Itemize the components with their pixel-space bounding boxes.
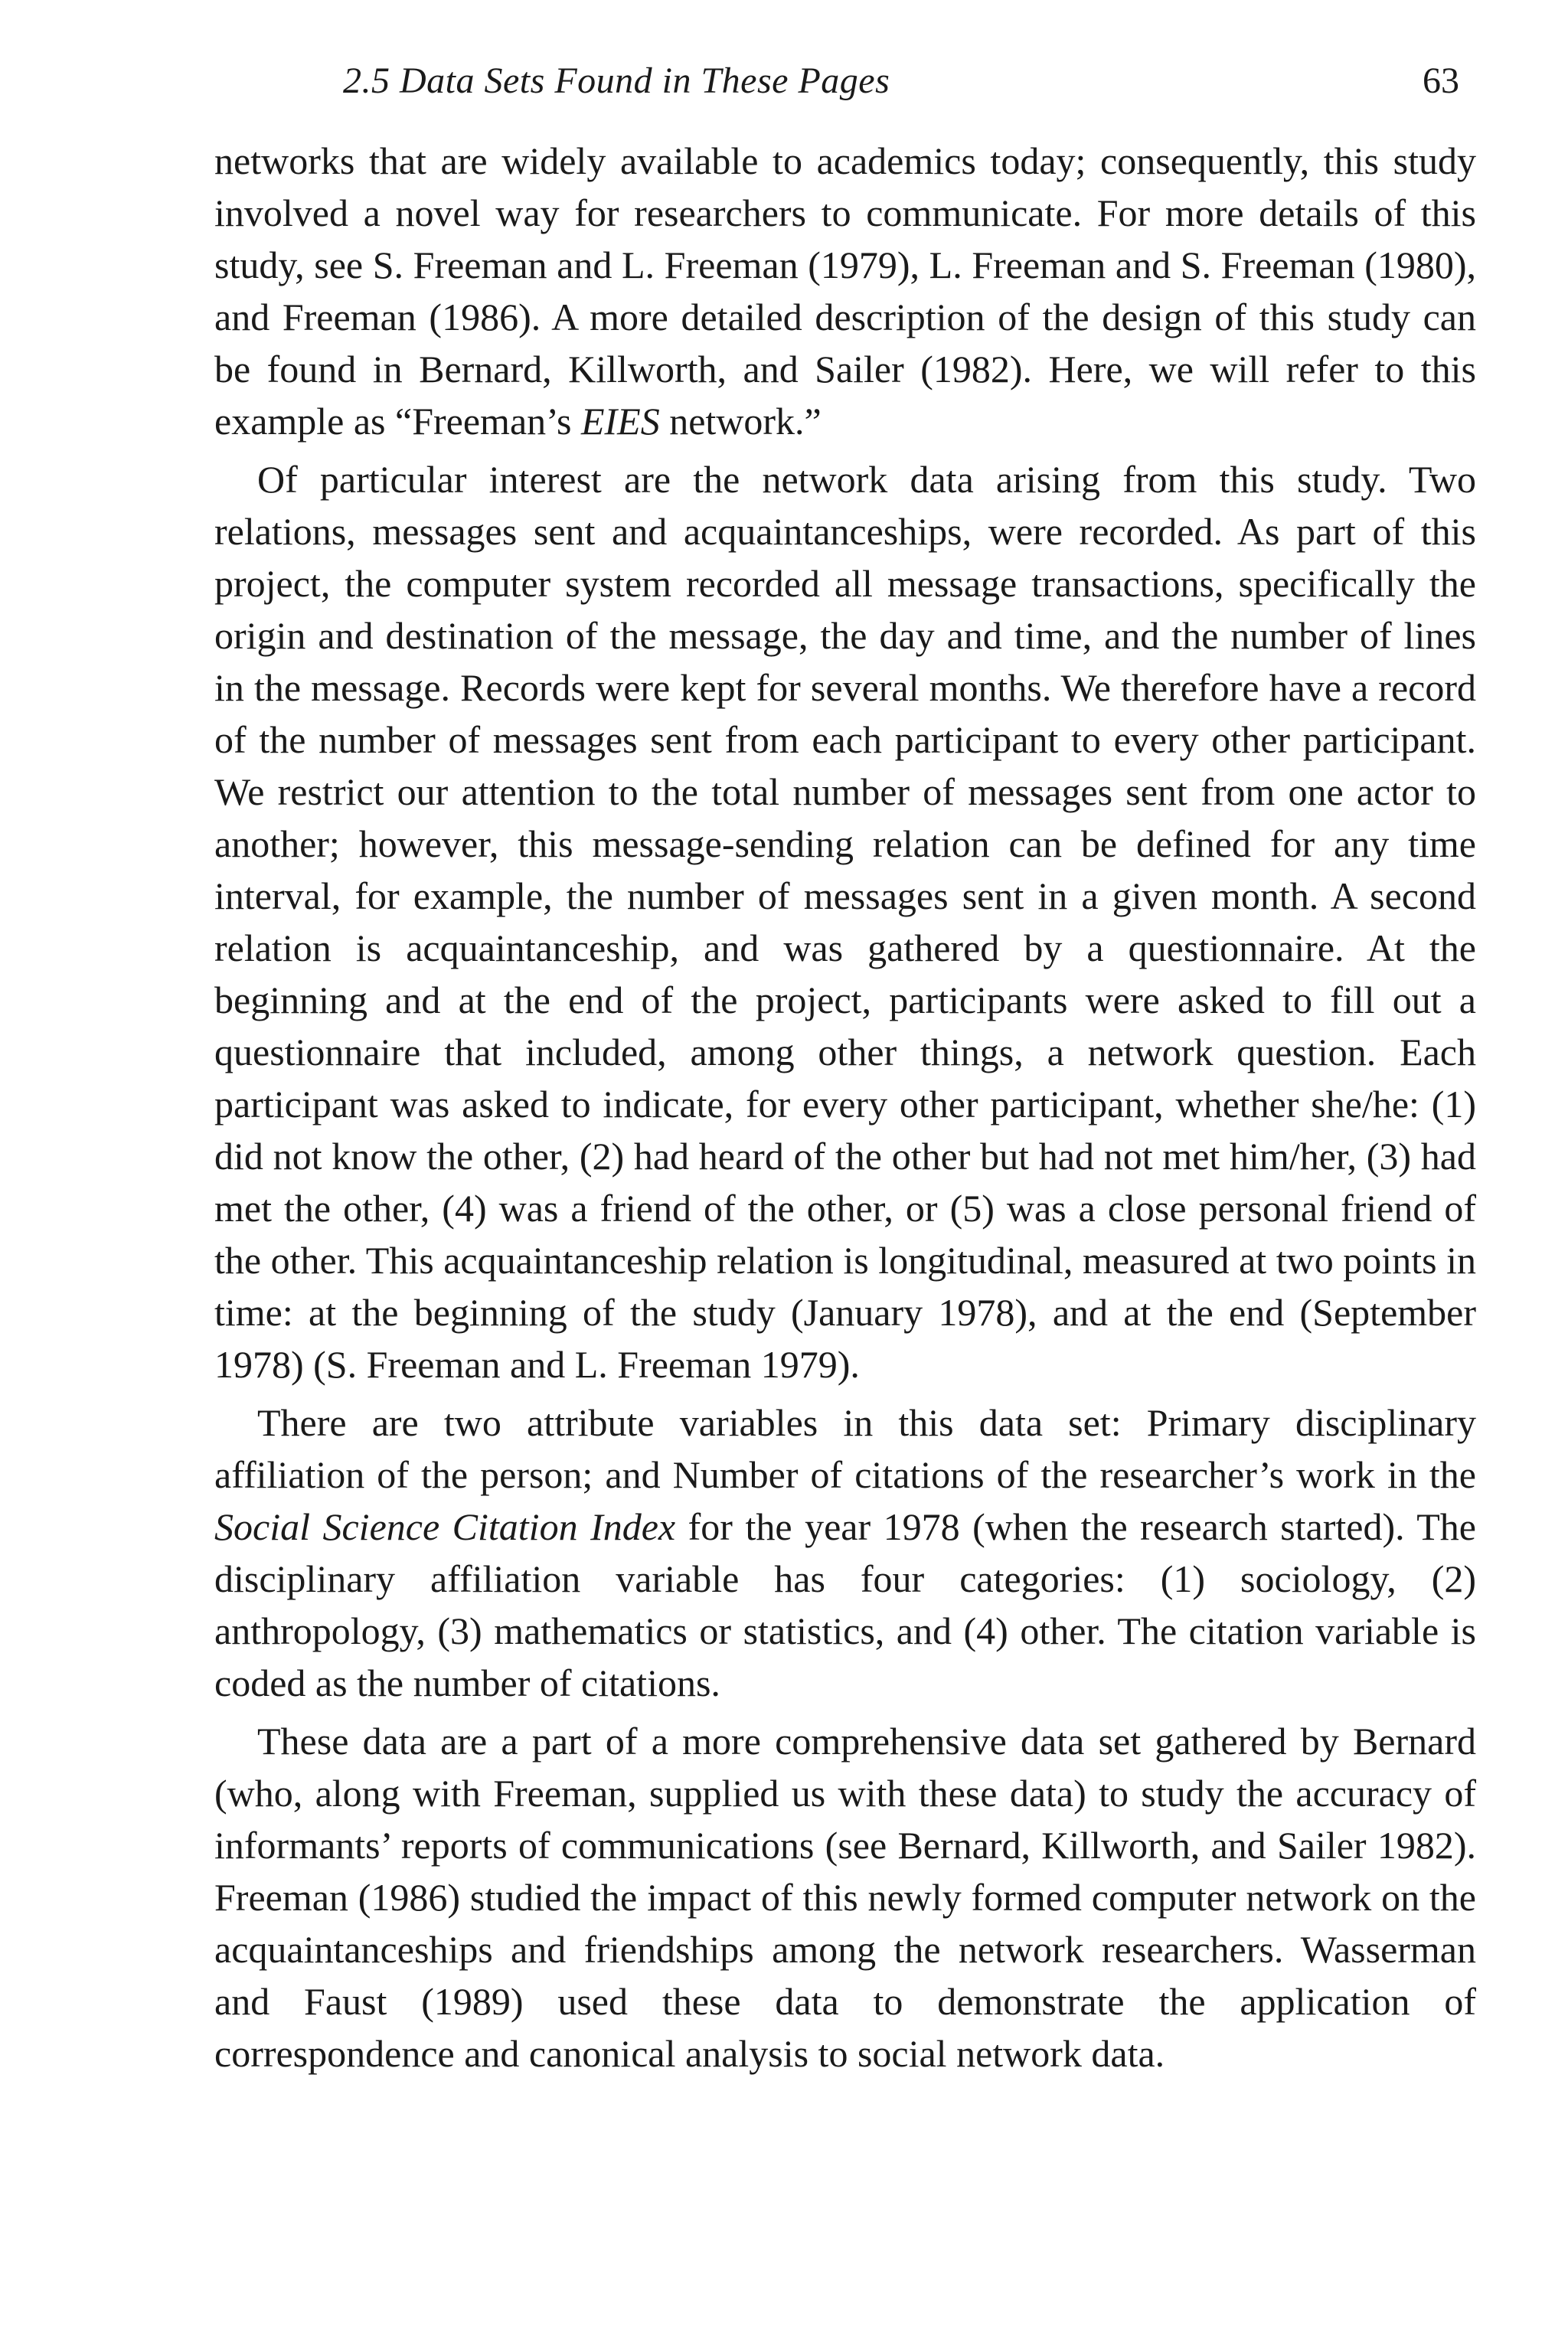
paragraph-3-italic-index: Social Science Citation Index [214, 1505, 676, 1548]
paragraph-3-text-b: for the year 1978 (when the research started). The disciplinary affiliation variable has four categories: (1) sociology, (2) anthropology, (3) mathematics or statistics, and (4) other. The citation variable is coded as the number of citations. [214, 1505, 1476, 1704]
paragraph-1-text-b: network.” [659, 400, 822, 443]
body-text [214, 135, 1476, 2086]
page-number: 63 [1423, 60, 1459, 101]
paragraph-1-text-a: networks that are widely available to academics today; consequently, this study involved a novel way for researchers to communicate. For more details of this study, see S. Freeman and L. Freeman (1979), L. Freeman and S. Freeman (1980), and Freeman (1986). A more detailed description of the design of this study can be found in Bernard, Killworth, and Sailer (1982). Here, we will refer to this example as “Freeman’s [214, 139, 1476, 443]
paragraph-2 [214, 453, 1476, 1390]
paragraph-4-text: These data are a part of a more comprehensive data set gathered by Bernard (who, along with Freeman, supplied us with these data) to study the accuracy of informants’ reports of communications (see Bernard, Killworth, and Sailer 1982). Freeman (1986) studied the impact of this newly formed computer network on the acquaintanceships and friendships among the network researchers. Wasserman and Faust (1989) used these data to demonstrate the application of correspondence and canonical analysis to social network data. [214, 1720, 1476, 2075]
paragraph-1-italic-eies: EIES [580, 400, 660, 443]
running-head: 2.5 Data Sets Found in These Pages [343, 60, 890, 101]
paragraph-3-text-a: There are two attribute variables in this data set: Primary disciplinary affiliation of the person; and Number of citations of the researcher’s work in the [214, 1401, 1476, 1496]
paragraph-3 [214, 1397, 1476, 1709]
paragraph-4 [214, 1715, 1476, 2080]
paragraph-1 [214, 135, 1476, 447]
paragraph-2-text: Of particular interest are the network data arising from this study. Two relations, messages sent and acquaintanceships, were recorded. As part of this project, the computer system recorded all message transactions, specifically the origin and destination of the message, the day and time, and the number of lines in the message. Records were kept for several months. We therefore have a record of the number of messages sent from each participant to every other participant. We restrict our attention to the total number of messages sent from one actor to another; however, this message-sending relation can be defined for any time interval, for example, the number of messages sent in a given month. A second relation is acquaintanceship, and was gathered by a questionnaire. At the beginning and at the end of the project, participants were asked to fill out a questionnaire that included, among other things, a network question. Each participant was asked to indicate, for every other participant, whether she/he: (1) did not know the other, (2) had heard of the other but had not met him/her, (3) had met the other, (4) was a friend of the other, or (5) was a close personal friend of the other. This acquaintanceship relation is longitudinal, measured at two points in time: at the beginning of the study (January 1978), and at the end (September 1978) (S. Freeman and L. Freeman 1979). [214, 458, 1476, 1386]
